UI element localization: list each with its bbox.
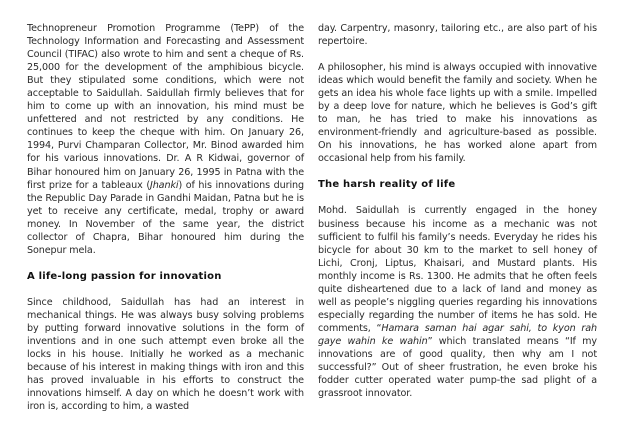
text: ” which translated means “If my innovations are of good quality, then why am I not successful?” Out of sheer frustration, he even broke his fodder cutter operated water pump-the sad plight of a grassroot innovator. xyxy=(318,335,597,400)
paragraph-childhood: Since childhood, Saidullah has had an interest in mechanical things. He was always busy solving problems by putting forward innovative solutions in the form of inventions and in one such attempt even broke all the locks in his house. Initially he worked as a mechanic because of his interest in making things with iron and this has proved invaluable in his efforts to construct the innovations himself. A day on which he doesn’t work with iron is, according to him, a wasted xyxy=(27,296,304,413)
right-column xyxy=(318,22,597,413)
text: ) of his innovations during the Republic Day Parade in Gandhi Maidan, Patna but he is yet to receive any certificate, medal, trophy or award money. In November of the same year, the district collector of Chapra, Bihar honoured him during the Sonepur mela. xyxy=(27,179,304,256)
paragraph-tepp xyxy=(27,22,304,257)
italic-quote: Hamara saman hai agar sahi, to kyon rah gaye wahin ke wahin xyxy=(318,322,597,347)
text: Mohd. Saidullah is currently engaged in the honey business because his income as a mechanic was not sufficient to fulfil his family’s needs. Everyday he rides his bicycle for about 30 km to the market to sell honey of Lichi, Cronj, Liptus, Khaisari, and Mustard plants. His monthly income is Rs. 1300. He admits that he often feels quite disheartened due to a lack of land and money as well as people’s niggling queries regarding his innovations especially regarding the number of items he has sold. He comments, “ xyxy=(318,205,597,334)
paragraph-philosopher: A philosopher, his mind is always occupied with innovative ideas which would benefit the family and society. When he gets an idea his whole face lights up with a smile. Impelled by a deep love for nature, which he believes is God’s gift to man, he has tried to make his innovations as environment-friendly and agriculture-based as possible. On his innovations, he has worked alone apart from occasional help from his family. xyxy=(318,62,597,165)
italic-term: Jhanki xyxy=(149,179,179,191)
text: Technopreneur Promotion Programme (TePP) of the Technology Information and Forecasting and Assessment Council (TIFAC) also wrote to him and sent a cheque of Rs. 25,000 for the development of the amphibious bicycle. But they stipulated some conditions, which were not acceptable to Saidullah. Saidullah firmly believes that for him to come up with an innovation, his mind must be unfettered and not restricted by any conditions. He continues to keep the cheque with him. On January 26, 1994, Purvi Champaran Collector, Mr. Binod awarded him for his various innovations. Dr. A R Kidwai, governor of Bihar honoured him on January 26, 1995 in Patna with the first prize for a tableaux ( xyxy=(27,23,304,191)
section-heading: The harsh reality of life xyxy=(318,179,456,191)
left-column xyxy=(27,22,304,426)
paragraph-harsh-reality xyxy=(318,204,597,400)
paragraph-repertoire: day. Carpentry, masonry, tailoring etc., are also part of his repertoire. xyxy=(318,23,597,48)
section-heading: A life-long passion for innovation xyxy=(27,270,222,282)
